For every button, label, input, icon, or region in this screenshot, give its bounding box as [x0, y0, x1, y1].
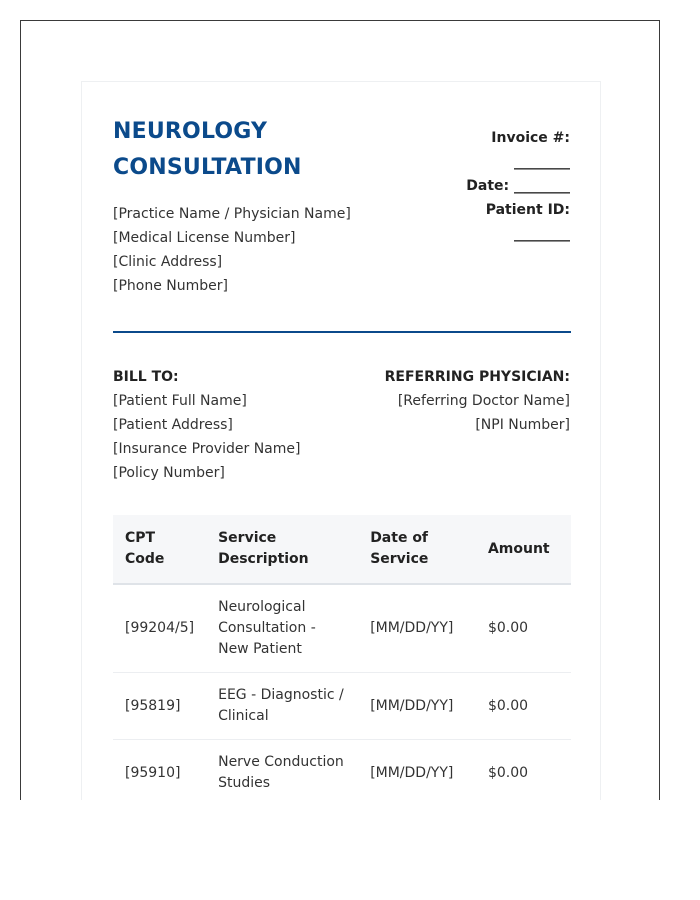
amount-cell: $0.00 [476, 740, 571, 801]
service-description-cell: Neurological Consultation - New Patient [206, 584, 358, 673]
bill-to-section [113, 365, 300, 485]
table-row [113, 584, 571, 673]
column-header-cpt-code: CPT Code [113, 515, 206, 584]
column-header-date-of-service: Date of Service [358, 515, 476, 584]
date-label: Date: [466, 178, 510, 194]
patient-full-name: [Patient Full Name] [113, 393, 247, 409]
date-value: ________ [514, 178, 570, 194]
document-viewport [20, 20, 660, 800]
insurance-provider-name: [Insurance Provider Name] [113, 441, 301, 457]
cpt-code-cell: [95910] [113, 740, 206, 801]
referring-physician-section [385, 365, 570, 437]
invoice-number-field: ________ [514, 154, 570, 170]
column-header-amount: Amount [476, 515, 571, 584]
date-of-service-cell: [MM/DD/YY] [358, 740, 476, 801]
cpt-code-cell: [95819] [113, 673, 206, 740]
medical-license-number: [Medical License Number] [113, 230, 296, 246]
invoice-page [81, 81, 601, 800]
services-table [113, 515, 571, 800]
referring-doctor-name: [Referring Doctor Name] [397, 393, 570, 409]
table-header-row [113, 515, 571, 584]
policy-number: [Policy Number] [113, 465, 225, 481]
table-row [113, 740, 571, 801]
date-of-service-cell: [MM/DD/YY] [358, 673, 476, 740]
amount-cell: $0.00 [476, 584, 571, 673]
invoice-number-label: Invoice #: [491, 130, 570, 146]
practice-name: [Practice Name / Physician Name] [113, 206, 351, 222]
cpt-code-cell: [99204/5] [113, 584, 206, 673]
document-title: NEUROLOGY CONSULTATION [113, 119, 302, 180]
phone-number: [Phone Number] [113, 278, 228, 294]
invoice-meta [400, 126, 570, 246]
header-divider [113, 331, 571, 333]
patient-address: [Patient Address] [113, 417, 233, 433]
date-of-service-cell: [MM/DD/YY] [358, 584, 476, 673]
patient-id-field: ________ [514, 226, 570, 242]
bill-to-label: BILL TO: [113, 369, 179, 385]
column-header-service-description: Service Description [206, 515, 358, 584]
table-row [113, 673, 571, 740]
patient-id-label: Patient ID: [485, 202, 570, 218]
service-description-cell: Nerve Conduction Studies [206, 740, 358, 801]
npi-number: [NPI Number] [475, 417, 570, 433]
referring-physician-label: REFERRING PHYSICIAN: [384, 369, 570, 385]
clinic-address: [Clinic Address] [113, 254, 223, 270]
practice-info [113, 202, 351, 298]
service-description-cell: EEG - Diagnostic / Clinical [206, 673, 358, 740]
date-field [400, 174, 570, 198]
amount-cell: $0.00 [476, 673, 571, 740]
